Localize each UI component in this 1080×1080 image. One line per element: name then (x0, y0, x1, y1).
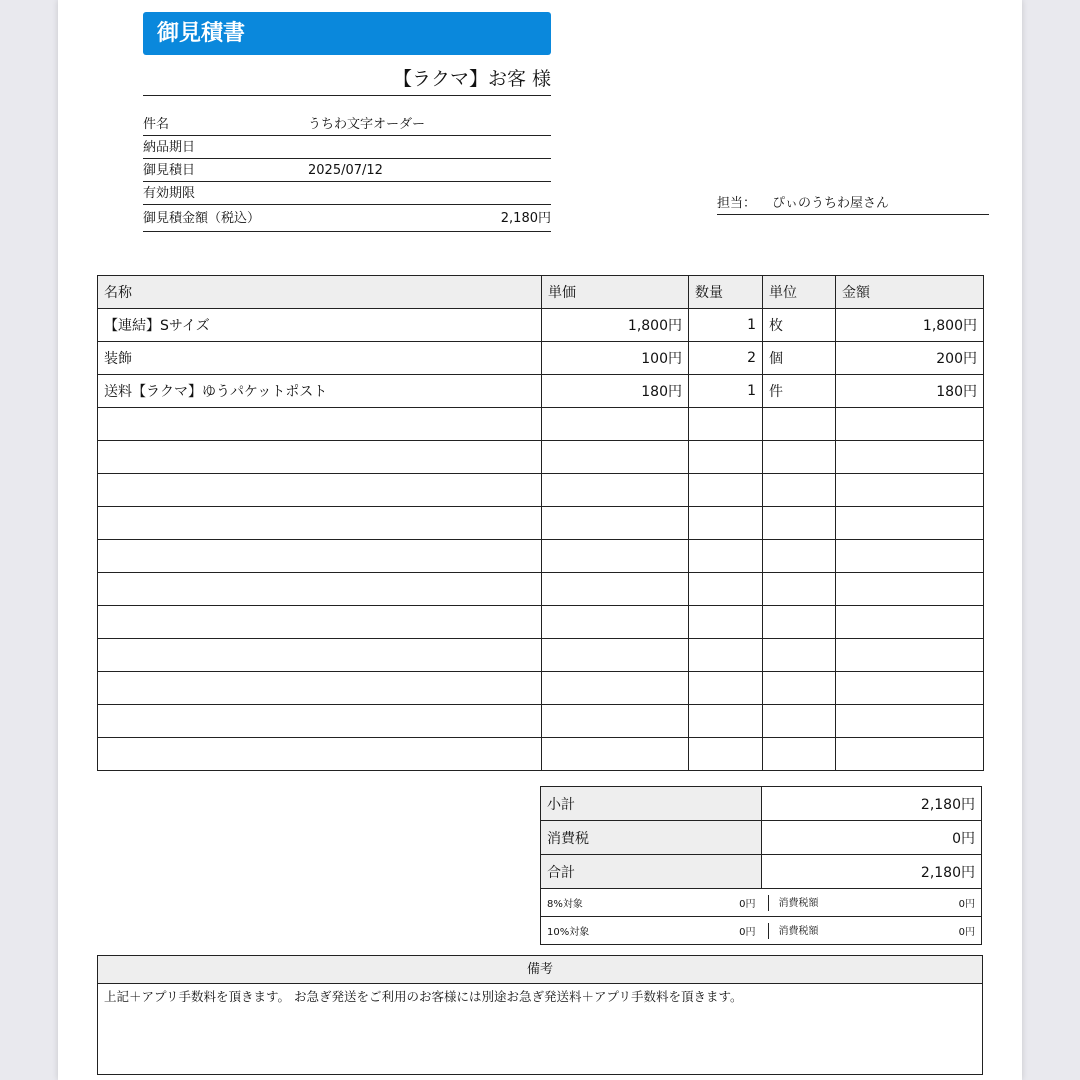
header-amount: 金額 (836, 276, 984, 309)
empty-cell (542, 639, 689, 672)
staff-label: 担当： (717, 196, 757, 211)
tax-breakdown-row-10 (541, 917, 982, 945)
empty-cell (763, 573, 836, 606)
empty-cell (763, 738, 836, 771)
customer-name: 【ラクマ】お客 様 (143, 64, 551, 96)
info-value: うちわ文字オーダー (308, 117, 426, 132)
info-row-delivery (143, 136, 551, 159)
empty-cell (542, 705, 689, 738)
estimate-total-value: 2,180円 (500, 211, 551, 226)
empty-cell (98, 474, 542, 507)
empty-cell (763, 672, 836, 705)
remarks-box (97, 955, 983, 1075)
empty-cell (689, 705, 763, 738)
table-row (98, 309, 984, 342)
table-row (98, 375, 984, 408)
tax-row (541, 821, 982, 855)
table-row-empty (98, 507, 984, 540)
tax-breakdown-label: 8%対象 (541, 889, 651, 917)
item-unit-price: 1,800円 (542, 309, 689, 342)
empty-cell (542, 474, 689, 507)
total-value: 2,180円 (762, 855, 982, 889)
empty-cell (836, 540, 984, 573)
header-qty: 数量 (689, 276, 763, 309)
empty-cell (836, 441, 984, 474)
item-qty: 2 (689, 342, 763, 375)
empty-cell (689, 507, 763, 540)
table-row-empty (98, 573, 984, 606)
remarks-text: 上記＋アプリ手数料を頂きます。 お急ぎ発送をご利用のお客様には別途お急ぎ発送料＋アプリ手数料を頂きます。 (104, 989, 743, 1004)
total-label: 合計 (541, 855, 762, 889)
item-unit-price: 100円 (542, 342, 689, 375)
empty-cell (763, 705, 836, 738)
empty-cell (689, 540, 763, 573)
empty-cell (689, 672, 763, 705)
tax-amount-cell (762, 889, 872, 917)
item-qty: 1 (689, 375, 763, 408)
empty-cell (98, 441, 542, 474)
empty-cell (542, 573, 689, 606)
empty-cell (836, 705, 984, 738)
info-label: 御見積日 (143, 163, 196, 178)
empty-cell (689, 408, 763, 441)
table-row-empty (98, 474, 984, 507)
empty-cell (542, 606, 689, 639)
empty-cell (689, 639, 763, 672)
empty-cell (542, 738, 689, 771)
table-row (98, 342, 984, 375)
info-label: 件名 (143, 117, 170, 132)
remarks-label: 備考 (98, 956, 982, 984)
empty-cell (98, 540, 542, 573)
tax-breakdown-value: 0円 (651, 889, 762, 917)
item-name: 装飾 (98, 342, 542, 375)
tax-breakdown-row-8 (541, 889, 982, 917)
tax-amount-value: 0円 (872, 889, 982, 917)
empty-cell (763, 408, 836, 441)
empty-cell (542, 507, 689, 540)
empty-cell (542, 441, 689, 474)
empty-cell (763, 540, 836, 573)
empty-cell (763, 639, 836, 672)
empty-cell (98, 672, 542, 705)
table-row-empty (98, 606, 984, 639)
empty-cell (98, 507, 542, 540)
tax-amount-value: 0円 (872, 917, 982, 945)
table-row-empty (98, 738, 984, 771)
table-row-empty (98, 705, 984, 738)
item-name: 【連結】Sサイズ (98, 309, 542, 342)
empty-cell (689, 474, 763, 507)
empty-cell (98, 639, 542, 672)
item-amount: 180円 (836, 375, 984, 408)
subtotal-row (541, 787, 982, 821)
header-name: 名称 (98, 276, 542, 309)
empty-cell (836, 738, 984, 771)
tax-breakdown-value: 0円 (651, 917, 762, 945)
empty-cell (836, 474, 984, 507)
tax-amount-cell (762, 917, 872, 945)
subtotal-label: 小計 (541, 787, 762, 821)
empty-cell (98, 573, 542, 606)
empty-cell (98, 738, 542, 771)
item-name: 送料【ラクマ】ゆうパケットポスト (98, 375, 542, 408)
quote-page (58, 0, 1022, 1080)
empty-cell (98, 606, 542, 639)
empty-cell (542, 408, 689, 441)
empty-cell (98, 705, 542, 738)
document-title: 御見積書 (143, 12, 551, 55)
info-row-quote-date (143, 159, 551, 182)
empty-cell (763, 441, 836, 474)
info-block (143, 113, 551, 232)
item-unit: 件 (763, 375, 836, 408)
item-amount: 200円 (836, 342, 984, 375)
item-qty: 1 (689, 309, 763, 342)
table-row-empty (98, 540, 984, 573)
tax-amount-label: 消費税額 (778, 898, 819, 909)
tax-breakdown-label: 10%対象 (541, 917, 651, 945)
header-unit-price: 単価 (542, 276, 689, 309)
empty-cell (689, 573, 763, 606)
table-row-empty (98, 672, 984, 705)
empty-cell (689, 738, 763, 771)
empty-cell (542, 672, 689, 705)
estimate-total-label: 御見積金額（税込） (143, 211, 261, 226)
item-unit-price: 180円 (542, 375, 689, 408)
staff-block (717, 193, 989, 215)
items-body (98, 309, 984, 771)
info-row-subject (143, 113, 551, 136)
empty-cell (836, 672, 984, 705)
totals-table (540, 786, 982, 945)
empty-cell (689, 441, 763, 474)
items-table (97, 275, 984, 771)
items-header-row (98, 276, 984, 309)
separator (768, 895, 769, 911)
empty-cell (763, 606, 836, 639)
empty-cell (836, 573, 984, 606)
total-row (541, 855, 982, 889)
info-row-expiry (143, 182, 551, 205)
item-unit: 枚 (763, 309, 836, 342)
empty-cell (836, 507, 984, 540)
subtotal-value: 2,180円 (762, 787, 982, 821)
header-unit: 単位 (763, 276, 836, 309)
empty-cell (98, 408, 542, 441)
empty-cell (763, 474, 836, 507)
item-amount: 1,800円 (836, 309, 984, 342)
tax-amount-label: 消費税額 (778, 926, 819, 937)
table-row-empty (98, 639, 984, 672)
info-label: 納品期日 (143, 140, 196, 155)
item-unit: 個 (763, 342, 836, 375)
empty-cell (689, 606, 763, 639)
table-row-empty (98, 408, 984, 441)
separator (768, 923, 769, 939)
info-label: 有効期限 (143, 186, 196, 201)
table-row-empty (98, 441, 984, 474)
tax-value: 0円 (762, 821, 982, 855)
info-row-estimate-total (143, 205, 551, 232)
empty-cell (836, 639, 984, 672)
tax-label: 消費税 (541, 821, 762, 855)
empty-cell (763, 507, 836, 540)
empty-cell (542, 540, 689, 573)
info-value: 2025/07/12 (308, 163, 383, 178)
empty-cell (836, 606, 984, 639)
empty-cell (836, 408, 984, 441)
staff-name: ぴぃのうちわ屋さん (772, 196, 890, 211)
